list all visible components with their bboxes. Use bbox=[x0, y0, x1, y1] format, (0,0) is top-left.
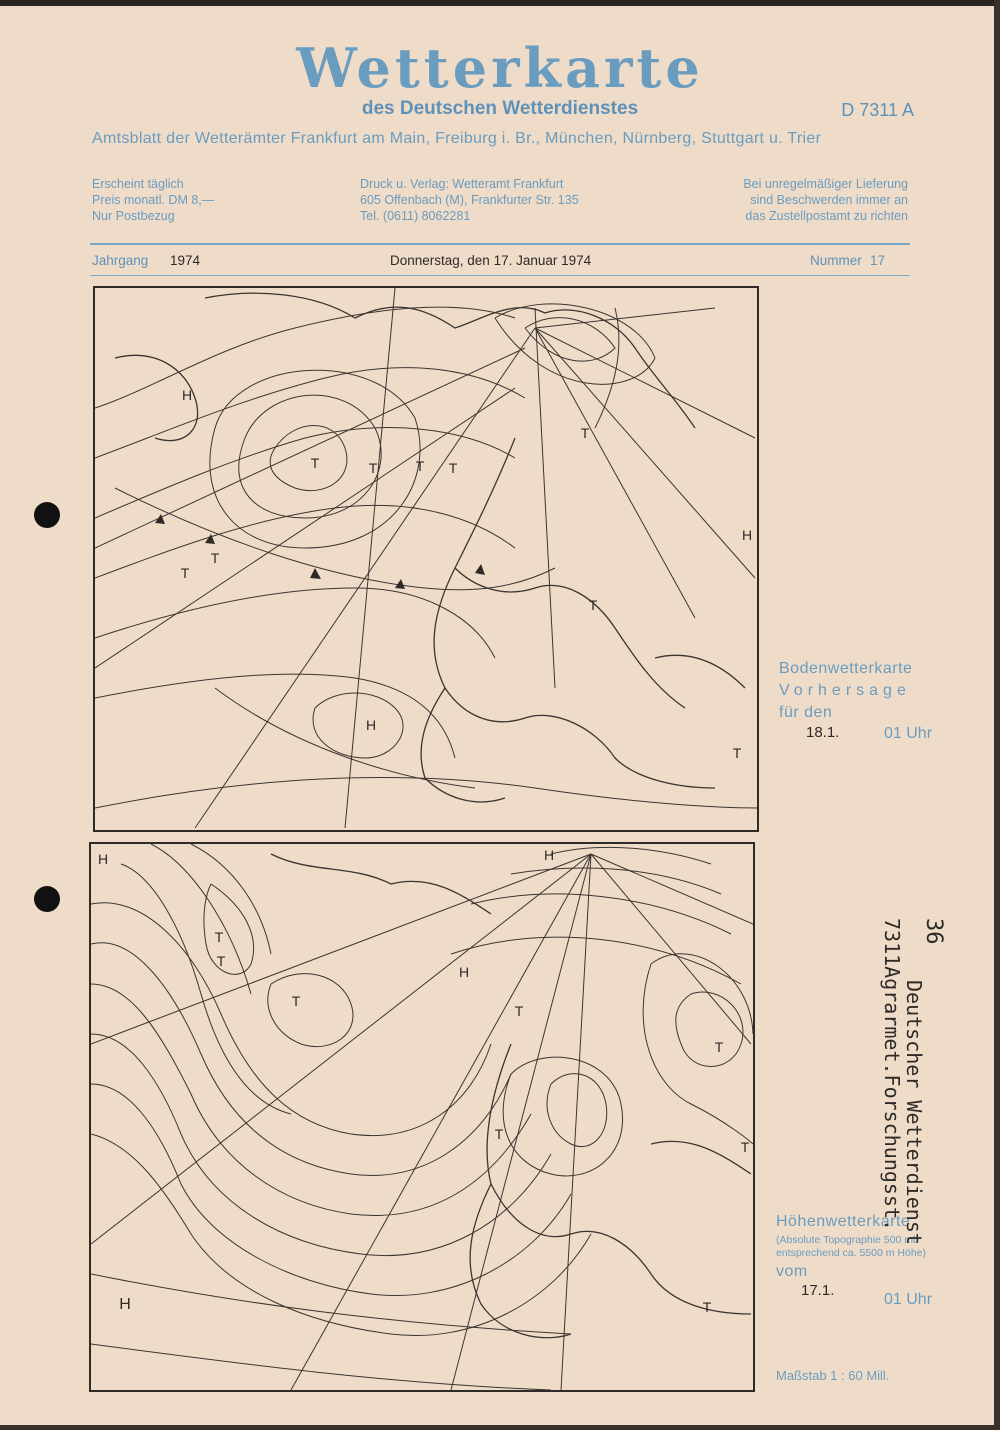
surface-map-subtitle: Vorhersage bbox=[779, 682, 911, 699]
info-line: Bei unregelmäßiger Lieferung bbox=[743, 177, 908, 191]
surface-map-hour: 01 Uhr bbox=[884, 725, 933, 742]
low-pressure-marker: T bbox=[415, 458, 425, 474]
upper-air-map-drawing bbox=[91, 844, 753, 1390]
upper-air-map-title: Höhenwetterkarte bbox=[776, 1213, 911, 1230]
punch-hole bbox=[34, 502, 60, 528]
upper-air-map-note: (Absolute Topographie 500 mb bbox=[776, 1234, 919, 1246]
low-pressure-marker: T bbox=[740, 1139, 750, 1155]
info-line: sind Beschwerden immer an bbox=[750, 193, 908, 207]
punch-hole bbox=[34, 886, 60, 912]
delivery-info bbox=[743, 176, 908, 224]
info-line: Preis monatl. DM 8,— bbox=[92, 193, 215, 207]
info-line: Erscheint täglich bbox=[92, 177, 184, 191]
upper-air-map-vom-label: vom bbox=[776, 1263, 808, 1280]
high-pressure-marker: H bbox=[365, 717, 377, 733]
publisher-info bbox=[360, 176, 579, 224]
page-edge bbox=[0, 1425, 1000, 1430]
high-pressure-marker: H bbox=[543, 847, 555, 863]
low-pressure-marker: T bbox=[368, 460, 378, 476]
low-pressure-marker: T bbox=[214, 929, 224, 945]
info-line: 605 Offenbach (M), Frankfurter Str. 135 bbox=[360, 193, 579, 207]
surface-map-drawing bbox=[95, 288, 757, 830]
low-pressure-marker: T bbox=[514, 1003, 524, 1019]
low-pressure-marker: T bbox=[210, 550, 220, 566]
info-line: Druck u. Verlag: Wetteramt Frankfurt bbox=[360, 177, 564, 191]
info-line: Nur Postbezug bbox=[92, 209, 175, 223]
low-pressure-marker: T bbox=[494, 1126, 504, 1142]
upper-air-weather-map bbox=[89, 842, 755, 1392]
high-pressure-marker: H bbox=[458, 964, 470, 980]
surface-map-date: 18.1. bbox=[806, 724, 840, 741]
upper-air-map-hour: 01 Uhr bbox=[884, 1291, 933, 1308]
low-pressure-marker: T bbox=[732, 745, 742, 761]
masthead-title: Wetterkarte bbox=[296, 36, 704, 100]
stamp-institution: Deutscher Wetterdienst bbox=[902, 980, 926, 1245]
surface-map-title: Bodenwetterkarte bbox=[779, 660, 913, 677]
low-pressure-marker: T bbox=[216, 953, 226, 969]
surface-map-for-label: für den bbox=[779, 704, 833, 721]
upper-air-map-note: entsprechend ca. 5500 m Höhe) bbox=[776, 1247, 927, 1259]
number-label: Nummer bbox=[810, 253, 862, 268]
high-pressure-marker: H bbox=[97, 851, 109, 867]
issue-date: Donnerstag, den 17. Januar 1974 bbox=[390, 253, 592, 268]
info-line: das Zustellpostamt zu richten bbox=[745, 209, 908, 223]
stamp-department: 7311Agrarmet.Forschungsst. bbox=[880, 918, 904, 1232]
map-scale: Maßstab 1 : 60 Mill. bbox=[776, 1368, 890, 1383]
divider bbox=[90, 243, 910, 245]
low-pressure-marker: T bbox=[580, 425, 590, 441]
number-value: 17 bbox=[870, 253, 886, 268]
low-pressure-marker: T bbox=[588, 597, 598, 613]
publication-info bbox=[92, 176, 214, 224]
low-pressure-marker: T bbox=[291, 993, 301, 1009]
amtsblatt-line: Amtsblatt der Wetterämter Frankfurt am Main, Freiburg i. Br., München, Nürnberg, Stuttgart u. Trier bbox=[92, 130, 822, 147]
upper-air-map-date: 17.1. bbox=[801, 1282, 835, 1299]
year-value: 1974 bbox=[170, 253, 201, 268]
masthead-subtitle: des Deutschen Wetterdienstes bbox=[361, 98, 639, 119]
low-pressure-marker: T bbox=[702, 1299, 712, 1315]
stamp-number: 36 bbox=[921, 918, 946, 945]
high-pressure-marker: H bbox=[181, 387, 193, 403]
high-pressure-marker: H bbox=[119, 1296, 131, 1313]
document-number: D 7311 A bbox=[841, 100, 914, 120]
info-line: Tel. (0611) 8062281 bbox=[360, 209, 471, 223]
page-edge bbox=[0, 0, 1000, 6]
year-label: Jahrgang bbox=[92, 253, 149, 268]
low-pressure-marker: T bbox=[180, 565, 190, 581]
page-edge bbox=[994, 0, 1000, 1430]
high-pressure-marker: H bbox=[741, 527, 753, 543]
low-pressure-marker: T bbox=[310, 455, 320, 471]
low-pressure-marker: T bbox=[448, 460, 458, 476]
surface-weather-map bbox=[93, 286, 759, 832]
divider bbox=[90, 275, 910, 276]
low-pressure-marker: T bbox=[714, 1039, 724, 1055]
